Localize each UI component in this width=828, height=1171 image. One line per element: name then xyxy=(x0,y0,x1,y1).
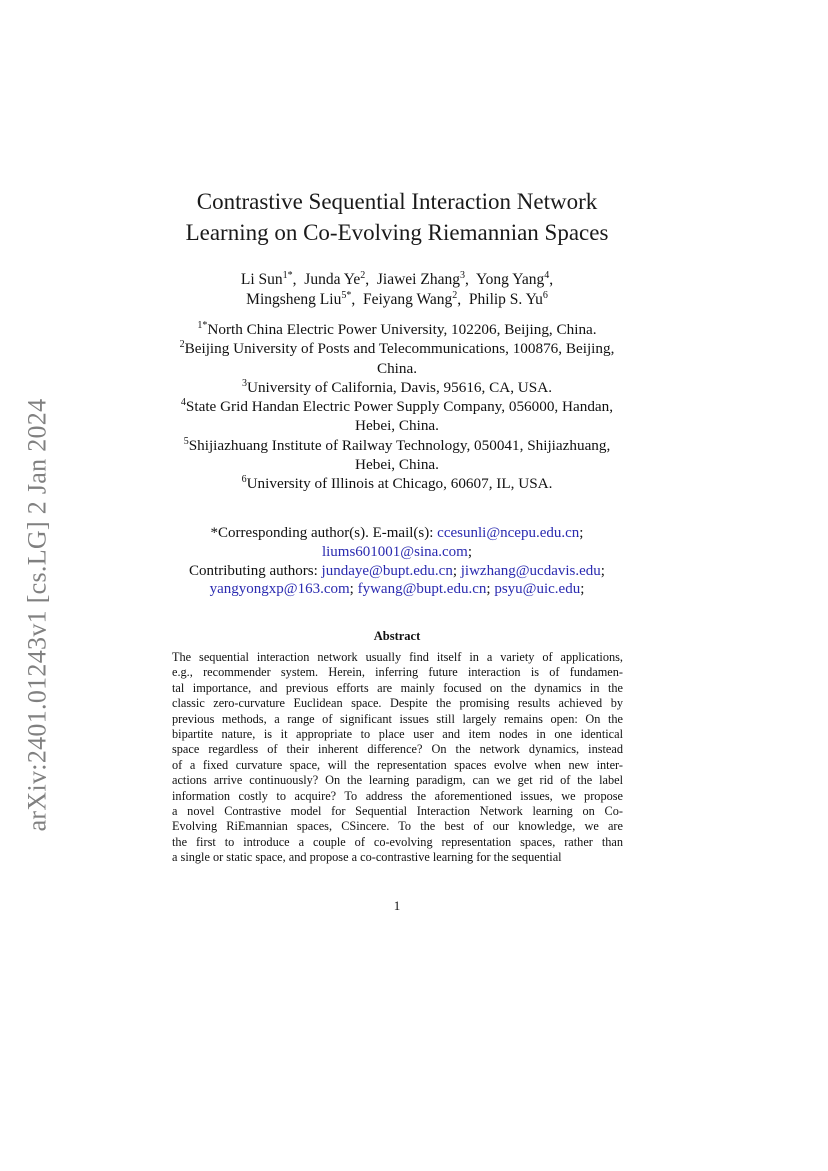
email-link[interactable]: jiwzhang@ucdavis.edu xyxy=(460,562,601,579)
author-line-2: Mingsheng Liu$^{5*}$, Feiyang Wang$^2$, Philip S. Yu$^6$ xyxy=(246,289,548,308)
author-list xyxy=(130,270,664,310)
paper-title xyxy=(100,186,694,248)
author-name: Yong Yang xyxy=(476,271,545,288)
affiliation-text-continued: Hebei, China. xyxy=(355,456,439,474)
author-affil-mark: 3 xyxy=(459,269,465,281)
affiliation-text: Beijing University of Posts and Telecommunications, 100876, Beijing, xyxy=(184,340,615,358)
email-link[interactable]: fywang@bupt.edu.cn xyxy=(357,581,487,598)
affiliation-mark: 6 xyxy=(241,474,247,486)
author-name: Li Sun xyxy=(240,271,283,288)
abstract-line: actions arrive continuously? On the learning paradigm, can we get rid of the label xyxy=(172,773,623,788)
author-affil-mark: 1* xyxy=(282,269,293,281)
contributing-label: Contributing authors: xyxy=(189,562,318,579)
affiliation-item xyxy=(145,320,649,339)
corresponding-label: *Corresponding author(s). E-mail(s): xyxy=(210,525,434,541)
affiliation-text: North China Electric Power University, 102206, Beijing, China. xyxy=(207,321,597,338)
affiliation-mark: 3 xyxy=(242,377,247,389)
abstract-line: information costly to acquire? To address the aforementioned issues, we propose xyxy=(172,788,623,803)
abstract-line: tal importance, and previous efforts are mainly focused on the dynamics in the xyxy=(172,680,623,695)
abstract-line: The sequential interaction network usually find itself in a variety of applications, xyxy=(172,650,623,664)
abstract-line: e.g., recommender system. Herein, inferring future interaction is of fundamen- xyxy=(172,665,623,680)
author-affil-mark: 4 xyxy=(544,269,550,281)
arxiv-identifier-text: arXiv:2401.01243v1 [cs.LG] 2 Jan 2024 xyxy=(22,398,51,832)
page-number: 1 xyxy=(393,898,401,913)
author-affil-mark: 2 xyxy=(360,269,366,281)
abstract-line: space regardless of their inherent difference? On the network dynamics, instead xyxy=(172,742,623,757)
author-name: Jiawei Zhang xyxy=(376,271,460,288)
affiliation-text-continued: Hebei, China. xyxy=(355,417,439,435)
corresponding-line-2: liums601001@sina.com; xyxy=(321,543,473,560)
contributing-line-2: yangyongxp@163.com; fywang@bupt.edu.cn; psyu@uic.edu; xyxy=(209,581,585,598)
email-link[interactable]: jundaye@bupt.edu.cn xyxy=(321,562,453,579)
abstract-line: of a fixed curvature space, will the representation spaces evolve when new inter- xyxy=(172,757,623,772)
affiliation-text: University of Illinois at Chicago, 60607, IL, USA. xyxy=(246,475,553,493)
abstract-line: bipartite nature, is it appropriate to place user and item nodes in one identical xyxy=(172,727,623,742)
abstract-line: classic zero-curvature Euclidean space. Despite the promising results achieved by xyxy=(172,696,623,711)
email-link[interactable]: liums601001@sina.com xyxy=(321,543,468,560)
affiliation-mark: 5 xyxy=(183,435,189,447)
title-line-1: Contrastive Sequential Interaction Network xyxy=(196,189,598,214)
affiliation-text: Shijiazhuang Institute of Railway Technology, 050041, Shijiazhuang, xyxy=(188,436,611,454)
abstract-line: a novel Contrastive model for Sequential Interaction Network learning on Co- xyxy=(172,804,623,819)
affiliation-mark: 1* xyxy=(197,319,208,331)
author-affil-mark: 2 xyxy=(452,289,458,301)
email-link[interactable]: psyu@uic.edu xyxy=(494,581,581,598)
affiliation-mark: 4 xyxy=(180,397,186,409)
abstract-line: previous methods, a range of significant issues still largely remains open: On the xyxy=(172,711,623,726)
affiliation-item xyxy=(145,378,649,397)
author-affil-mark: 5* xyxy=(341,289,352,301)
abstract-line: a single or static space, and propose a co-contrastive learning for the sequential xyxy=(172,850,562,865)
author-name: Philip S. Yu xyxy=(468,291,543,308)
affiliation-list xyxy=(145,320,649,494)
title-line-2: Learning on Co-Evolving Riemannian Spaces xyxy=(185,220,609,245)
arxiv-identifier-stamp xyxy=(18,385,56,845)
author-name: Feiyang Wang xyxy=(362,291,453,308)
affiliation-item xyxy=(145,397,649,416)
email-link[interactable]: yangyongxp@163.com xyxy=(209,581,350,598)
affiliation-item xyxy=(145,436,649,455)
affiliation-text: State Grid Handan Electric Power Supply Company, 056000, Handan, xyxy=(185,398,614,416)
abstract-line: Evolving RiEmannian spaces, CSincere. To the best of our knowledge, we are xyxy=(172,819,623,834)
affiliation-text: University of California, Davis, 95616, CA, USA. xyxy=(247,378,552,396)
affiliation-text-continued: China. xyxy=(376,359,418,377)
correspondence-block xyxy=(145,524,649,599)
author-name: Mingsheng Liu xyxy=(246,291,342,308)
author-line-1: Li Sun$^{1*}$, Junda Ye$^2$, Jiawei Zhang$^3$, Yong Yang$^4$, xyxy=(240,269,554,288)
abstract-heading: Abstract xyxy=(373,629,421,643)
author-affil-mark: 6 xyxy=(542,289,548,301)
email-link[interactable]: ccesunli@ncepu.edu.cn xyxy=(437,525,580,541)
affiliation-mark: 2 xyxy=(179,339,185,351)
corresponding-line: *Corresponding author(s). E-mail(s): ccesunli@ncepu.edu.cn; xyxy=(210,525,584,541)
abstract-line: the first to introduce a couple of co-evolving representation spaces, rather than xyxy=(172,834,623,849)
contributing-line: Contributing authors: jundaye@bupt.edu.cn; jiwzhang@ucdavis.edu; xyxy=(189,562,605,579)
author-name: Junda Ye xyxy=(304,271,361,288)
affiliation-item xyxy=(145,474,649,493)
abstract-body xyxy=(172,650,623,866)
affiliation-item xyxy=(145,339,649,358)
